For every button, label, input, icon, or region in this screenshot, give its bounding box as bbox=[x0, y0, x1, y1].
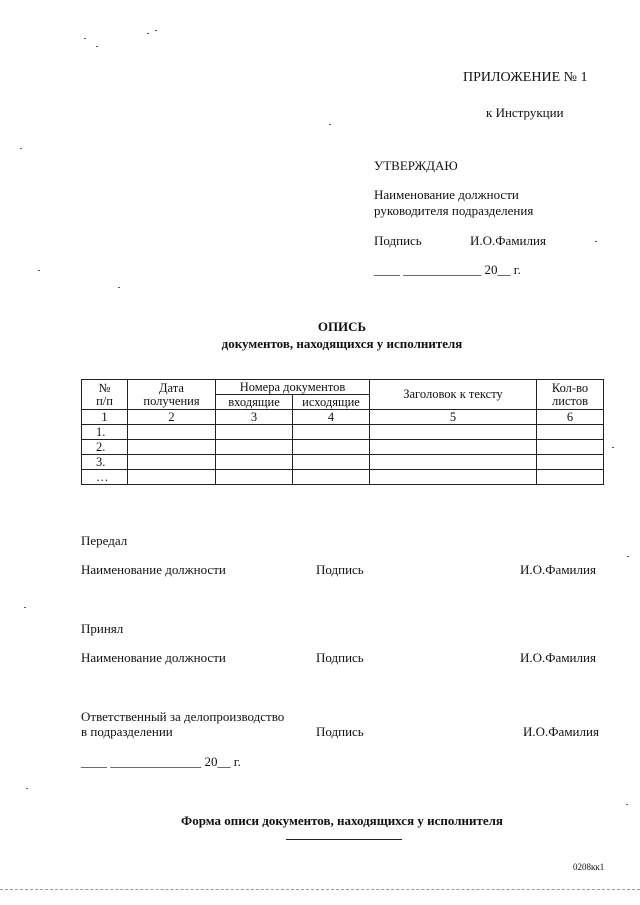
scan-speck bbox=[26, 788, 28, 789]
table-row bbox=[82, 425, 604, 440]
header-count-line2: листов bbox=[552, 393, 588, 408]
form-title-underline bbox=[286, 839, 402, 840]
instruction-reference: к Инструкции bbox=[486, 105, 564, 120]
scan-speck bbox=[155, 30, 157, 31]
form-code: 0208кк1 bbox=[573, 862, 605, 872]
scan-speck bbox=[595, 241, 597, 242]
scan-speck bbox=[612, 447, 614, 448]
column-number-6: 6 bbox=[537, 410, 604, 425]
responsible-line1: Ответственный за делопроизводство bbox=[81, 709, 285, 724]
table-row bbox=[82, 440, 604, 455]
row-number: … bbox=[82, 470, 128, 485]
transferred-name: И.О.Фамилия bbox=[520, 562, 596, 577]
form-title: Форма описи документов, находящихся у исполнителя bbox=[181, 813, 503, 828]
received-label: Принял bbox=[81, 621, 124, 636]
row-number: 2. bbox=[82, 440, 128, 455]
inventory-table bbox=[81, 379, 604, 485]
responsible-signature: Подпись bbox=[316, 724, 364, 739]
row-number: 3. bbox=[82, 455, 128, 470]
transferred-position: Наименование должности bbox=[81, 562, 226, 577]
appendix-heading: ПРИЛОЖЕНИЕ № 1 bbox=[463, 70, 588, 85]
column-number-3: 3 bbox=[216, 410, 293, 425]
scan-speck bbox=[38, 270, 40, 271]
scan-speck bbox=[147, 33, 149, 34]
document-subtitle: документов, находящихся у исполнителя bbox=[221, 336, 463, 351]
table-cell bbox=[370, 470, 537, 485]
scan-speck bbox=[329, 124, 331, 125]
scan-speck bbox=[627, 556, 629, 557]
approver-signature-label: Подпись bbox=[374, 233, 422, 248]
scan-speck bbox=[84, 38, 86, 39]
table-cell bbox=[216, 440, 293, 455]
table-cell bbox=[537, 455, 604, 470]
row-number: 1. bbox=[82, 425, 128, 440]
table-cell bbox=[293, 455, 370, 470]
table-cell bbox=[293, 440, 370, 455]
scan-edge bbox=[0, 889, 640, 890]
header-count-line1: Кол-во bbox=[551, 380, 589, 395]
table-cell bbox=[128, 425, 216, 440]
scan-speck bbox=[626, 804, 628, 805]
table-cell bbox=[537, 440, 604, 455]
table-cell bbox=[293, 470, 370, 485]
header-incoming: входящие bbox=[216, 395, 293, 410]
table-cell bbox=[216, 470, 293, 485]
table-cell bbox=[370, 455, 537, 470]
table-cell bbox=[537, 425, 604, 440]
header-num bbox=[82, 380, 128, 410]
table-cell bbox=[128, 470, 216, 485]
header-num-line2: п/п bbox=[96, 393, 113, 408]
responsible-name: И.О.Фамилия bbox=[523, 724, 599, 739]
table-cell bbox=[370, 440, 537, 455]
transferred-label: Передал bbox=[81, 533, 128, 548]
table-cell bbox=[216, 455, 293, 470]
table-cell bbox=[293, 425, 370, 440]
approver-name-label: И.О.Фамилия bbox=[470, 233, 546, 248]
table-cell bbox=[128, 440, 216, 455]
column-number-4: 4 bbox=[293, 410, 370, 425]
responsible-date-line: ____ ______________ 20__ г. bbox=[81, 754, 241, 769]
header-date-line2: получения bbox=[143, 393, 200, 408]
column-number-5: 5 bbox=[370, 410, 537, 425]
approver-position-line2: руководителя подразделения bbox=[374, 203, 534, 218]
document-title: ОПИСЬ bbox=[317, 319, 367, 334]
header-outgoing: исходящие bbox=[293, 395, 370, 410]
received-name: И.О.Фамилия bbox=[520, 650, 596, 665]
header-date-line1: Дата bbox=[159, 380, 184, 395]
table-cell bbox=[128, 455, 216, 470]
scan-speck bbox=[118, 287, 120, 288]
table-row bbox=[82, 470, 604, 485]
table-cell bbox=[370, 425, 537, 440]
header-heading: Заголовок к тексту bbox=[370, 380, 537, 410]
table-row bbox=[82, 455, 604, 470]
header-num-line1: № bbox=[98, 380, 111, 395]
approver-position-line1: Наименование должности bbox=[374, 187, 519, 202]
header-date bbox=[128, 380, 216, 410]
table-cell bbox=[537, 470, 604, 485]
scan-speck bbox=[20, 148, 22, 149]
approve-label: УТВЕРЖДАЮ bbox=[374, 158, 458, 173]
scan-speck bbox=[96, 46, 98, 47]
transferred-signature: Подпись bbox=[316, 562, 364, 577]
column-number-2: 2 bbox=[128, 410, 216, 425]
header-doc-numbers: Номера документов bbox=[216, 380, 370, 395]
column-number-1: 1 bbox=[82, 410, 128, 425]
received-signature: Подпись bbox=[316, 650, 364, 665]
header-sheet-count bbox=[537, 380, 604, 410]
scan-speck bbox=[24, 607, 26, 608]
responsible-line2: в подразделении bbox=[81, 724, 173, 739]
approval-date-line: ____ ____________ 20__ г. bbox=[374, 262, 521, 277]
table-cell bbox=[216, 425, 293, 440]
received-position: Наименование должности bbox=[81, 650, 226, 665]
